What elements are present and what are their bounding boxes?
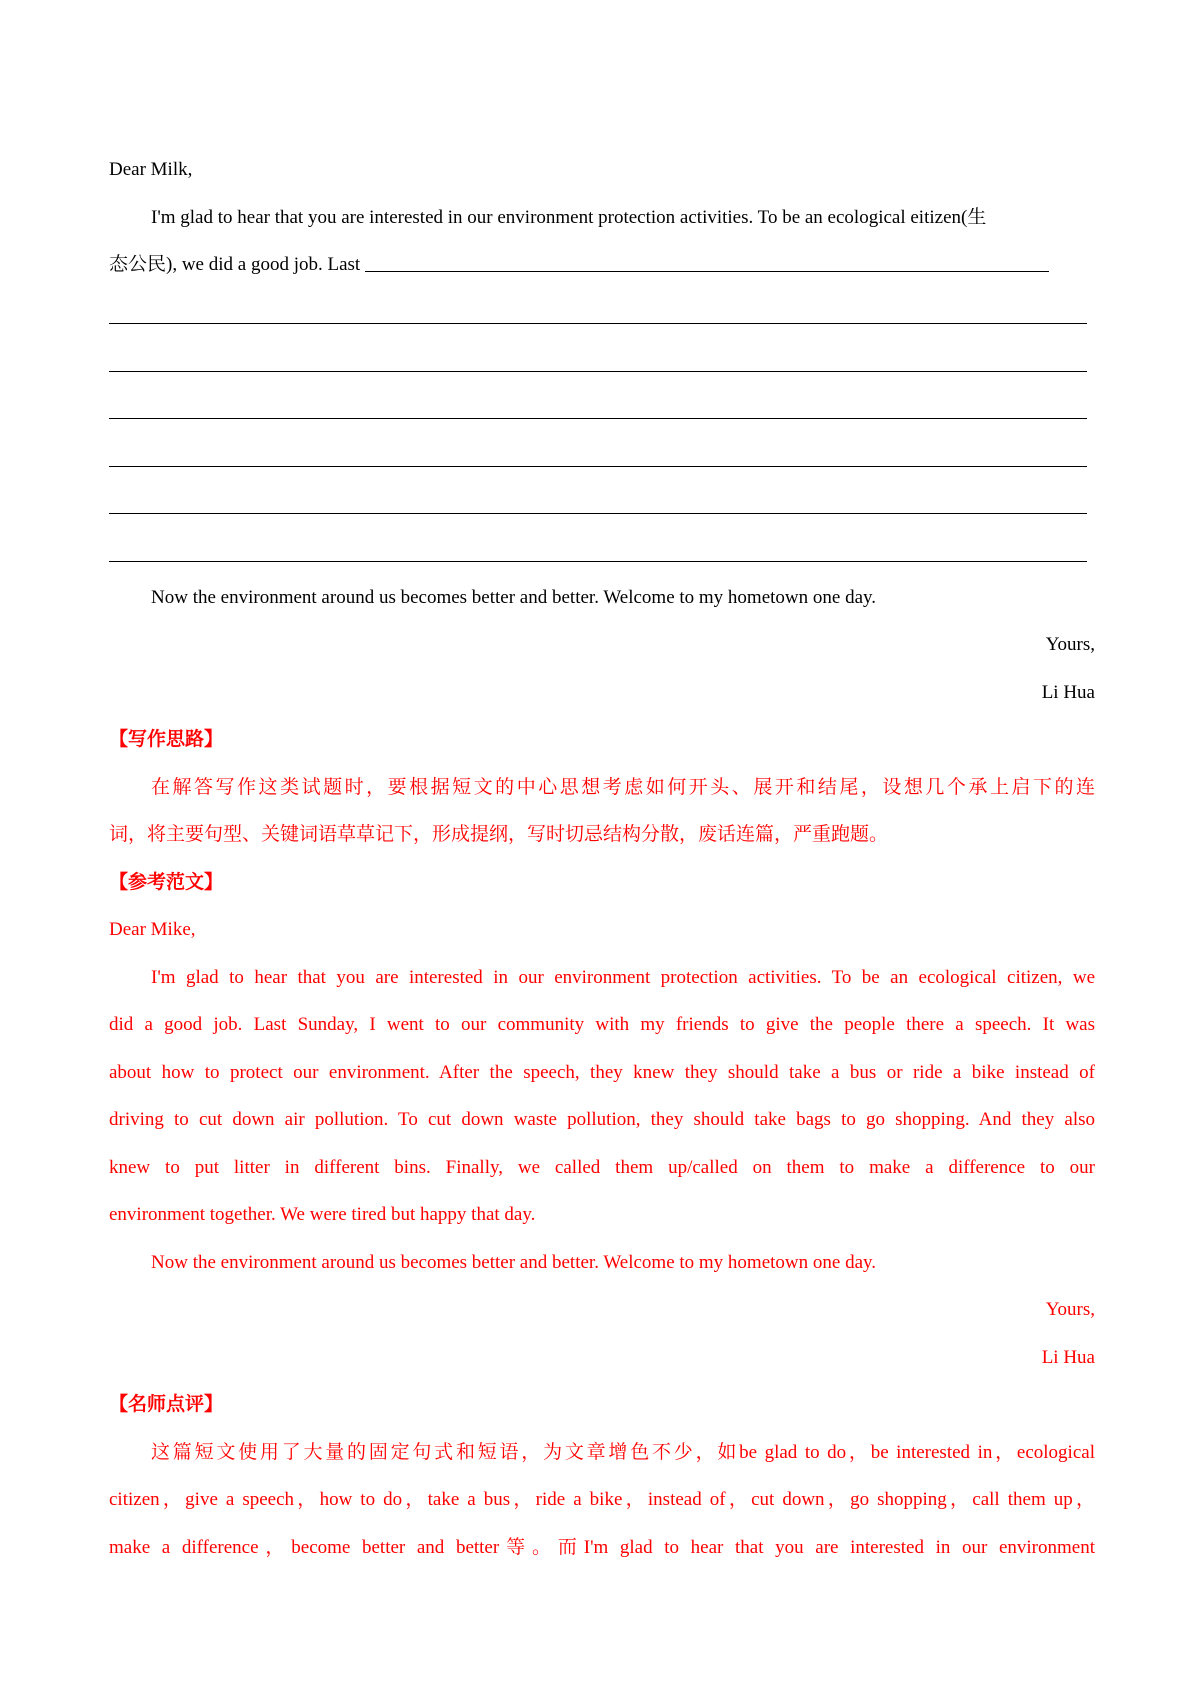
sample-line: driving to cut down air pollution. To cut down waste pollution, they should take bags to go shopping. And they also [109, 1109, 1095, 1130]
approach-line: 在解答写作这类试题时，要根据短文的中心思想考虑如何开头、展开和结尾，设想几个承上启下的连 [151, 776, 1095, 798]
approach-heading: 【写作思路】 [109, 729, 224, 750]
letter-salutation: Dear Milk, [109, 159, 193, 180]
letter-closing: Yours, [1045, 634, 1095, 655]
document-page [109, 146, 1095, 1571]
answer-blank-line[interactable] [109, 479, 1095, 527]
letter-paragraph-line: I'm glad to hear that you are interested in our environment protection activities. To be an ecological eitizen(生 [151, 206, 987, 228]
letter-paragraph-line [109, 241, 1095, 289]
answer-blank-line[interactable] [109, 526, 1095, 574]
sample-closing: Yours, [1045, 1299, 1095, 1320]
sample-heading: 【参考范文】 [109, 871, 224, 893]
letter-signature: Li Hua [1041, 681, 1095, 703]
review-line: 这篇短文使用了大量的固定句式和短语，为文章增色不少，如be glad to do，be interested in，ecological [151, 1441, 1095, 1463]
sample-line: knew to put litter in different bins. Finally, we called them up/called on them to make a difference to our [109, 1156, 1095, 1178]
sample-salutation: Dear Mike, [109, 919, 196, 940]
sample-line: I'm glad to hear that you are interested in our environment protection activities. To be an ecological citizen, we [151, 966, 1095, 988]
answer-blank-line[interactable] [109, 384, 1095, 432]
sample-line: about how to protect our environment. After the speech, they knew they should take a bus or ride a bike instead of [109, 1061, 1095, 1083]
approach-line: 词，将主要句型、关键词语草草记下，形成提纲，写时切忌结构分散，废话连篇，严重跑题。 [109, 824, 889, 845]
sample-line: did a good job. Last Sunday, I went to our community with my friends to give the people there a speech. It was [109, 1014, 1095, 1035]
answer-blank-line[interactable] [109, 336, 1095, 384]
review-line: citizen，give a speech，how to do，take a bus，ride a bike，instead of，cut down，go shopping，call them up， [109, 1489, 1095, 1510]
sample-line: environment together. We were tired but happy that day. [109, 1204, 536, 1225]
letter-closing-paragraph: Now the environment around us becomes better and better. Welcome to my hometown one day. [151, 586, 877, 608]
review-line: make a difference，become better and better等。而I'm glad to hear that you are interested in our environment [109, 1536, 1095, 1558]
answer-blank-line[interactable] [109, 431, 1095, 479]
sample-closing-paragraph: Now the environment around us becomes better and better. Welcome to my hometown one day. [151, 1251, 877, 1273]
sample-signature: Li Hua [1041, 1346, 1095, 1368]
review-heading: 【名师点评】 [109, 1394, 224, 1415]
letter-paragraph-text: 态公民), we did a good job. Last [109, 254, 365, 275]
answer-blank[interactable] [365, 270, 1049, 272]
answer-blank-line[interactable] [109, 289, 1095, 337]
